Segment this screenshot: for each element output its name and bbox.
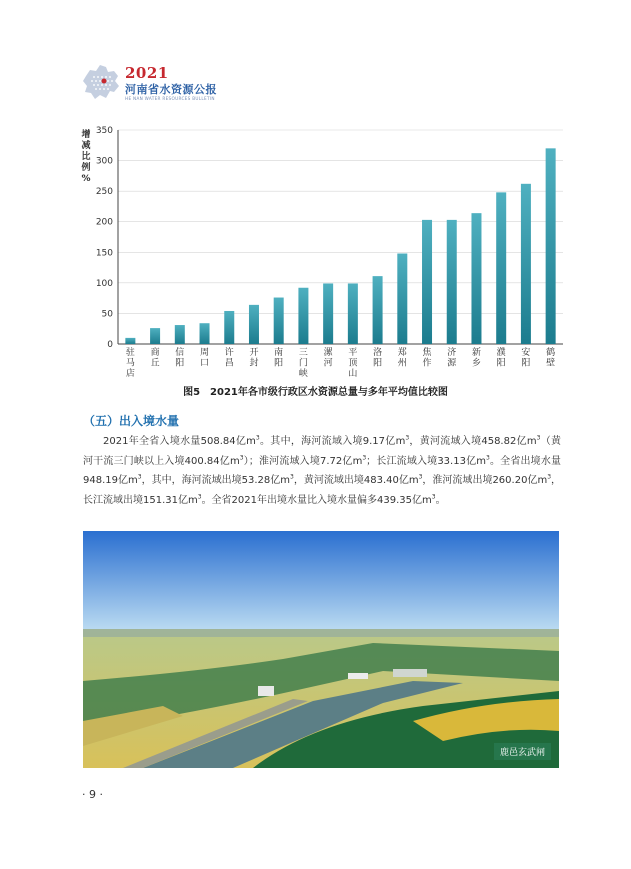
bulletin-title: 河南省水资源公报 <box>125 83 217 96</box>
y-tick-label: 250 <box>95 187 113 198</box>
x-tick-label: 驻马店 <box>125 348 135 379</box>
para-text: ，长江流域出境151.31亿m <box>83 475 562 506</box>
y-axis-label-char: 减 <box>81 141 91 151</box>
bar <box>521 184 531 344</box>
bulletin-subtitle: HE NAN WATER RESOURCES BULLETIN <box>125 96 215 101</box>
para-text: ；长江流域入境33.13亿m <box>366 455 487 467</box>
bulletin-year: 2021 <box>125 64 169 82</box>
x-tick-label: 焦作 <box>422 348 432 369</box>
para-text: 。全省2021年出境水量比入境水量偏多439.35亿m <box>201 494 432 506</box>
y-axis-label-char: % <box>81 174 91 184</box>
para-text: ，黄河流域入境458.82亿m <box>409 436 537 447</box>
x-tick-label: 济源 <box>447 348 457 369</box>
bar <box>200 323 210 344</box>
x-tick-label: 许昌 <box>224 348 234 369</box>
para-text: 。 <box>435 494 446 506</box>
y-axis-label-char: 增 <box>81 130 91 140</box>
bar <box>125 338 135 344</box>
x-tick-label: 周口 <box>200 348 210 369</box>
y-tick-label: 100 <box>95 278 113 289</box>
x-tick-label: 三门峡 <box>298 348 308 379</box>
bar <box>496 192 506 344</box>
x-tick-label: 南阳 <box>274 348 284 369</box>
bar <box>175 325 185 344</box>
bar <box>397 254 407 344</box>
para-text: 。全省出境水量948.19亿m <box>83 455 561 486</box>
bar <box>373 276 383 344</box>
x-tick-label: 漯河 <box>323 348 333 369</box>
para-text: 2021年全省入境水量508.84亿m <box>103 436 256 447</box>
y-axis-label-char: 例 <box>81 163 91 173</box>
bar <box>150 328 160 344</box>
photo-caption: 鹿邑玄武闸 <box>494 743 551 760</box>
y-tick-label: 150 <box>95 248 113 259</box>
x-tick-label: 洛阳 <box>373 348 383 369</box>
bar <box>323 283 333 344</box>
bar <box>348 283 358 344</box>
superscript: 3 <box>290 473 294 481</box>
bar <box>224 311 234 344</box>
henan-map-logo-icon <box>80 62 122 102</box>
photo-illustration <box>83 531 559 768</box>
section-title: （五）出入境水量 <box>83 414 180 428</box>
y-tick-label: 50 <box>101 309 113 320</box>
chart-canvas <box>78 122 568 384</box>
bar <box>422 220 432 344</box>
x-tick-label: 信阳 <box>175 348 185 369</box>
y-tick-label: 300 <box>95 156 113 167</box>
para-text: （黄河干流三门峡以上入境400.84亿m <box>83 436 562 467</box>
bar <box>471 213 481 344</box>
landscape-photo <box>83 531 559 768</box>
para-text: ）；淮河流域入境7.72亿m <box>243 455 363 467</box>
superscript: 3 <box>137 473 142 481</box>
para-text: ，其中，海河流域出境53.28亿m <box>141 475 290 486</box>
bar <box>447 220 457 344</box>
figure-caption: 图5 2021年各市级行政区水资源总量与多年平均值比较图 <box>183 387 448 398</box>
bar <box>274 298 284 344</box>
superscript: 3 <box>197 493 202 501</box>
y-tick-label: 350 <box>95 126 113 136</box>
x-tick-label: 濮阳 <box>496 348 506 369</box>
bar-chart <box>78 122 568 384</box>
bar <box>546 148 556 344</box>
y-axis-label-char: 比 <box>81 152 91 162</box>
x-tick-label: 开封 <box>249 348 259 369</box>
section-paragraph <box>83 432 561 510</box>
superscript: 3 <box>486 454 490 462</box>
para-text: 。其中，海河流域入境9.17亿m <box>259 436 406 447</box>
superscript: 3 <box>239 454 244 462</box>
x-tick-label: 平顶山 <box>348 348 358 379</box>
bar <box>249 305 259 344</box>
y-tick-label: 0 <box>107 340 113 350</box>
superscript: 3 <box>255 434 260 442</box>
x-tick-label: 鹤壁 <box>546 348 556 369</box>
superscript: 3 <box>405 434 410 442</box>
superscript: 3 <box>418 473 423 481</box>
para-text: ，淮河流域出境260.20亿m <box>422 475 548 486</box>
x-tick-label: 安阳 <box>521 348 531 369</box>
superscript: 3 <box>547 473 552 481</box>
page-number: · 9 · <box>82 788 103 801</box>
superscript: 3 <box>362 454 367 462</box>
bar <box>298 288 308 344</box>
superscript: 3 <box>536 434 541 442</box>
x-tick-label: 郑州 <box>397 348 407 369</box>
y-tick-label: 200 <box>95 217 113 228</box>
x-tick-label: 新乡 <box>471 348 481 369</box>
superscript: 3 <box>431 493 436 501</box>
para-text: ，黄河流域出境483.40亿m <box>293 475 419 486</box>
x-tick-label: 商丘 <box>150 348 160 369</box>
bulletin-header <box>80 62 280 107</box>
